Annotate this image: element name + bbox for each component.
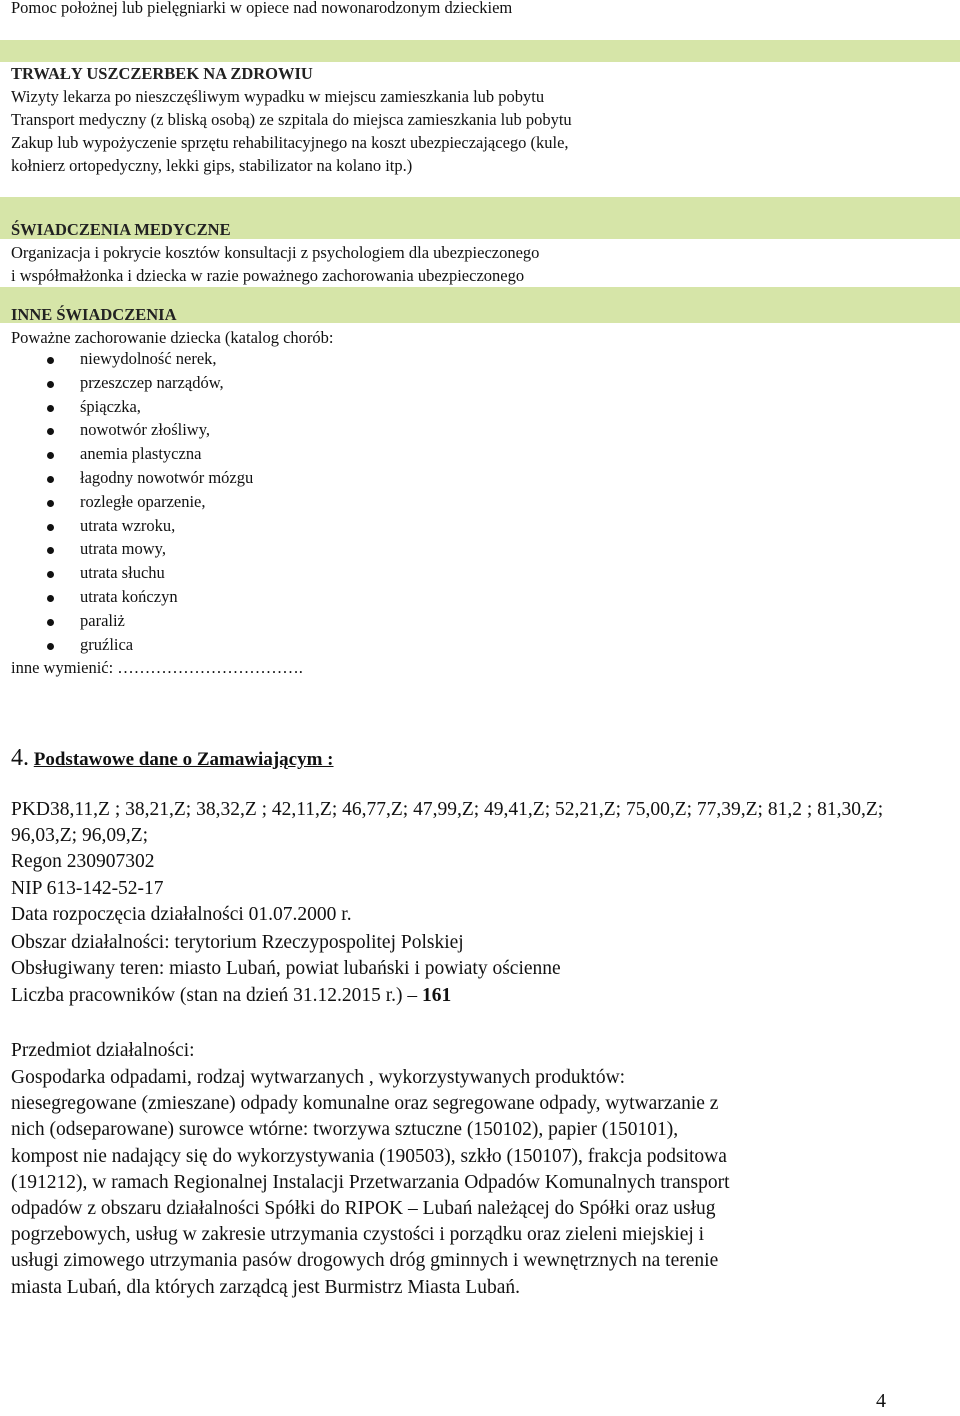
employee-count-label: Liczba pracowników (stan na dzień 31.12.2015 r.) –: [11, 985, 423, 1006]
heading-trwaly: TRWAŁY USZCZERBEK NA ZDROWIU: [11, 64, 313, 83]
band-trwaly: [0, 40, 960, 62]
heading-inne: INNE ŚWIADCZENIA: [11, 305, 177, 324]
paragraph-line: niesegregowane (zmieszane) odpady komunalne oraz segregowane odpady, wytwarzanie z: [11, 1093, 719, 1115]
bullet-icon: [47, 547, 54, 554]
service-area: Obsługiwany teren: miasto Lubań, powiat lubański i powiaty ościenne: [11, 958, 561, 979]
paragraph-line: nich (odseparowane) surowce wtórne: tworzywa sztuczne (150102), papier (150101),: [11, 1119, 679, 1141]
medyczne-line: i współmałżonka i dziecka w razie poważnego zachorowania ubezpieczonego: [11, 266, 525, 285]
paragraph-line: pogrzebowych, usług w zakresie utrzymania czystości i porządku oraz zieleni miejskiej i: [11, 1224, 705, 1246]
bullet-icon: [47, 381, 54, 388]
section-4-heading: [11, 745, 334, 772]
regon: Regon 230907302: [11, 851, 155, 872]
paragraph-line: (191212), w ramach Regionalnej Instalacji Przetwarzania Odpadów Komunalnych transport: [11, 1171, 730, 1193]
bullet-icon: [47, 571, 54, 578]
paragraph-line: miasta Lubań, dla których zarządcą jest Burmistrz Miasta Lubań.: [11, 1276, 520, 1298]
document-page: Pomoc położnej lub pielęgniarki w opiece nad nowonarodzonym dzieckiem TRWAŁY USZCZERBEK NA ZDROWIU Wizyty lekarza po nieszczęśliwym wypadku w miejscu zamieszkania lub pobytu Transport medyczny (z bliską osobą) ze szpitala do miejsca zamieszkania lub pobytu Zakup lub wypożyczenie sprzętu rehabilitacyjnego na koszt ubezpieczającego (kule, kołnierz ortopedyczny, lekki gips, stabilizator na kolano itp.) ŚWIADCZENIA MEDYCZNE Organizacja i pokrycie kosztów konsultacji z psychologiem dla ubezpieczonego i współmałżonka i dziecka w razie poważnego zachorowania ubezpieczonego INNE ŚWIADCZENIA Poważne zachorowanie dziecka (katalog chorób: niewydolność nerek, przeszczep narządów, śpiączka, nowotwór złośliwy, anemia plastyczna łagodny nowotwór mózgu rozległe oparzenie, utrata wzroku, utrata mowy, utrata słuchu utrata kończyn paraliż gruźlica inne wymienić: ……………………………. 4. Podstawowe dane o Zamawiającym : PKD38,11,Z ; 38,21,Z; 38,32,Z ; 42,11,Z; 46,77,Z; 47,99,Z; 49,41,Z; 52,21,Z; 75,00,Z; 77,39,Z; 81,2 ; 81,30,Z; 96,03,Z; 96,09,Z; Regon 230907302 NIP 613-142-52-17 Data rozpoczęcia działalności 01.07.2000 r. Obszar działalności: terytorium Rzeczypospolitej Polskiej Obsługiwany teren: miasto Lubań, powiat lubański i powiaty ościenne Liczba pracowników (stan na dzień 31.12.2015 r.) – 161 Przedmiot działalności: Gospodarka odpadami, rodzaj wytwarzanych , wykorzystywanych produktów: niesegregowane (zmieszane) odpady komunalne oraz segregowane odpady, wytwarzanie z nich (odseparowane) surowce wtórne: tworzywa sztuczne (150102), papier (150101), kompost nie nadający się do wykorzystywania (190503), szkło (150107), frakcja podsitowa (191212), w ramach Regionalnej Instalacji Przetwarzania Odpadów Komunalnych transport odpadów z obszaru działalności Spółki do RIPOK – Lubań należącej do Spółki oraz usług pogrzebowych, usług w zakresie utrzymania czystości i porządku oraz zieleni miejskiej i usługi zimowego utrzymania pasów drogowych dróg gminnych i wewnętrznych na terenie miasta Lubań, dla których zarządcą jest Burmistrz Miasta Lubań. 4: [0, 0, 960, 1416]
page-number: 4: [876, 1390, 886, 1412]
trwaly-line: Zakup lub wypożyczenie sprzętu rehabilitacyjnego na koszt ubezpieczającego (kule,: [11, 133, 569, 152]
area: Obszar działalności: terytorium Rzeczypospolitej Polskiej: [11, 932, 464, 953]
paragraph-line: Gospodarka odpadami, rodzaj wytwarzanych , wykorzystywanych produktów:: [11, 1067, 626, 1088]
trwaly-line: kołnierz ortopedyczny, lekki gips, stabilizator na kolano itp.): [11, 156, 413, 175]
bullet-icon: [47, 428, 54, 435]
heading-medyczne: ŚWIADCZENIA MEDYCZNE: [11, 220, 231, 239]
bullet-icon: [47, 595, 54, 602]
section-number: 4.: [11, 745, 29, 771]
bullet-icon: [47, 524, 54, 531]
trwaly-line: Transport medyczny (z bliską osobą) ze szpitala do miejsca zamieszkania lub pobytu: [11, 110, 572, 129]
start-date: Data rozpoczęcia działalności 01.07.2000 r.: [11, 904, 352, 925]
paragraph-line: odpadów z obszaru działalności Spółki do RIPOK – Lubań należącej do Spółki oraz usług: [11, 1198, 716, 1220]
bullet-icon: [47, 500, 54, 507]
nip: NIP 613-142-52-17: [11, 878, 164, 899]
bullet-icon: [47, 476, 54, 483]
activity-label: Przedmiot działalności:: [11, 1040, 195, 1061]
top-line: Pomoc położnej lub pielęgniarki w opiece nad nowonarodzonym dzieckiem: [11, 0, 513, 17]
employee-count-value: 161: [422, 985, 452, 1006]
section-title: Podstawowe dane o Zamawiającym :: [33, 749, 334, 770]
trwaly-line: Wizyty lekarza po nieszczęśliwym wypadku w miejscu zamieszkania lub pobytu: [11, 87, 545, 106]
pkd-codes: PKD38,11,Z ; 38,21,Z; 38,32,Z ; 42,11,Z; 46,77,Z; 47,99,Z; 49,41,Z; 52,21,Z; 75,00,Z; 77,39,Z; 81,2 ; 81,30,Z; 96,03,Z; 96,09,Z;: [11, 799, 884, 846]
paragraph-line: kompost nie nadający się do wykorzystywania (190503), szkło (150107), frakcja podsitowa: [11, 1145, 727, 1167]
bullet-icon: [47, 452, 54, 459]
bullet-icon: [47, 643, 54, 650]
employee-count: [11, 983, 451, 1009]
paragraph-line: usługi zimowego utrzymania pasów drogowych dróg gminnych i wewnętrznych na terenie: [11, 1250, 719, 1272]
bullet-icon: [47, 357, 54, 364]
bullet-icon: [47, 405, 54, 412]
activity-paragraph: [11, 1065, 911, 1301]
inne-other: inne wymienić: …………………………….: [11, 658, 303, 677]
medyczne-line: Organizacja i pokrycie kosztów konsultacji z psychologiem dla ubezpieczonego: [11, 243, 540, 262]
inne-intro: Poważne zachorowanie dziecka (katalog chorób:: [11, 328, 334, 347]
bullet-icon: [47, 619, 54, 626]
